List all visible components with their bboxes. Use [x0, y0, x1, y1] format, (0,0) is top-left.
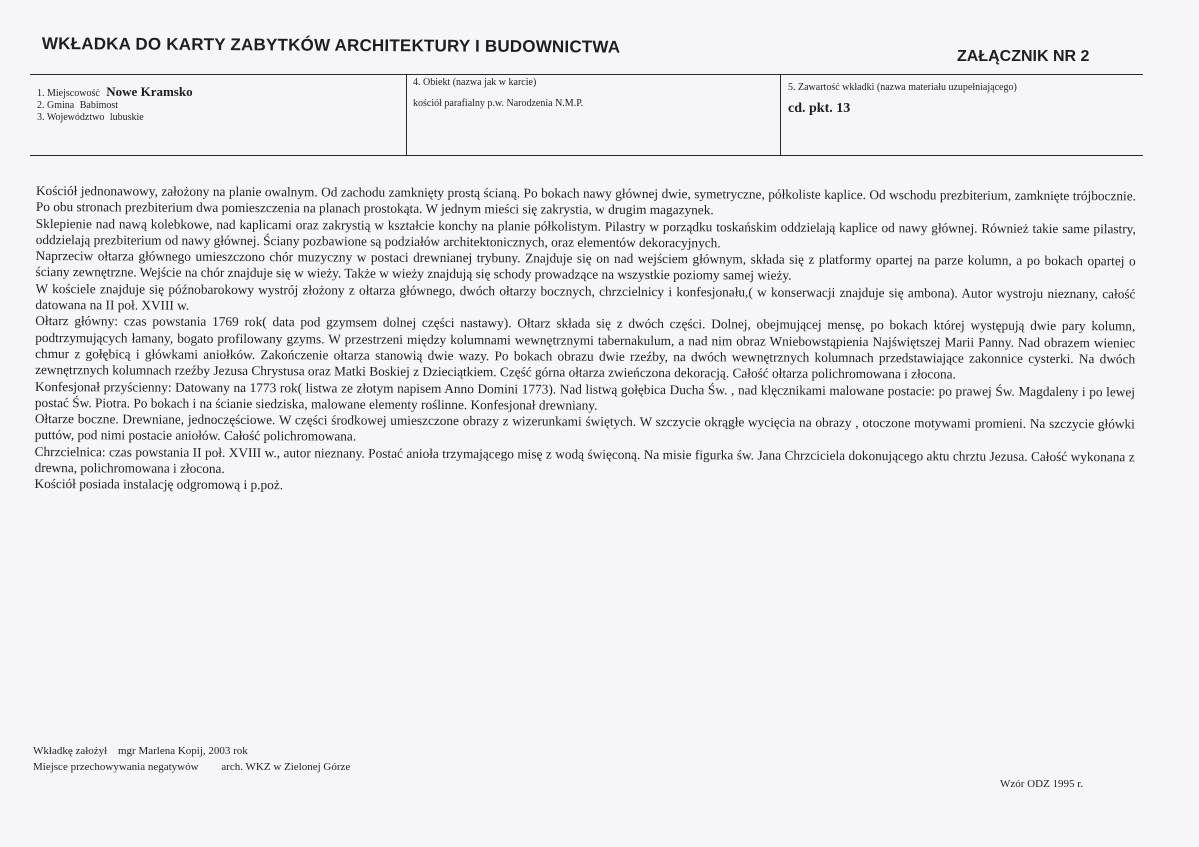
- created-label: Wkładkę założył: [33, 745, 108, 757]
- insert-cell: [788, 82, 1138, 115]
- commune-label: 2. Gmina: [37, 100, 75, 111]
- paragraph: Chrzcielnica: czas powstania II poł. XVIII w., autor nieznany. Postać anioła trzymającego misę z wodą święconą. Na misie figurka św. Jana Chrzciciela dokonującego aktu chrztu Jezusa. Całość wykonana z drewna, polichromowana i złocona.: [34, 443, 1135, 476]
- negatives-storage: [33, 760, 350, 774]
- paragraph: Ołtarze boczne. Drewniane, jednoczęściowe. W części środkowej umieszczone obrazy z wizerunkami świętych. W szczycie okrągłe wycięcia na obrazy , otoczone motywami promieni. Na szczycie główki puttów, pod nimi postacie aniołów. Całość polichromowana.: [34, 411, 1135, 445]
- paragraph: W kościele znajduje się późnobarokowy wystrój złożony z ołtarza głównego, dwóch ołtarzy bocznych, chrzcielnicy i konfesjonału,( w konserwacji znajduje się ambona). Autor wystroju nieznany, całość datowana na II poł. XVIII w.: [35, 280, 1136, 313]
- table-divider-1: [406, 74, 407, 155]
- province-label: 3. Województwo: [37, 112, 105, 123]
- town-value: Nowe Kramsko: [106, 84, 193, 99]
- paragraph: Kościół posiada instalację odgromową i p.poż.: [34, 476, 284, 493]
- object-cell: [413, 77, 773, 110]
- province-value: lubuskie: [109, 112, 144, 123]
- paragraph: Konfesjonał przyścienny: Datowany na 1773 rok( listwa ze złotym napisem Anno Domini 1773). Nad listwą gołębica Ducha Św. , nad klęcznikami malowane postacie: po prawej Św. Magdaleny i po lewej postać Św. Piotra. Po bokach i na ścianie siedziska, malowane elementy roślinne. Konfesjonał drewniany.: [34, 378, 1136, 413]
- table-top-border: [30, 74, 1143, 75]
- table-divider-2: [780, 74, 781, 155]
- form-model: Wzór ODZ 1995 r.: [1000, 778, 1084, 790]
- paragraph: Kościół jednonawowy, założony na planie owalnym. Od zachodu zamknięty prostą ścianą. Po bokach nawy głównej dwie, symetryczne, półkoliste kaplice. Od wschodu prezbiterium, zamknięte trójbocznie. Po obu stronach prezbiterium dwa pomieszczenia na planach prostokąta. W jednym mieści się zakrystia, w drugim magazynek.: [35, 183, 1136, 218]
- paragraph: Sklepienie nad nawą kolebkowe, nad kaplicami oraz zakrystią w kształcie konchy na planie półkolistym. Pilastry w porządku toskańskim oddzielają kaplice od nawy głównej. Również takie same pilastry, oddzielają prezbiterium od nawy głównej. Ściany pozbawione są podziałów architektonicznych, oraz elementów dekoracyjnych.: [35, 215, 1136, 251]
- town-label: 1. Miejscowość: [37, 88, 100, 99]
- object-value: kościół parafialny p.w. Narodzenia N.M.P.: [413, 98, 584, 109]
- table-bottom-border: [30, 155, 1143, 156]
- created-by: [33, 744, 248, 758]
- commune-row: [37, 100, 397, 112]
- object-label: 4. Obiekt (nazwa jak w karcie): [413, 77, 537, 88]
- location-cell: [37, 86, 397, 124]
- created-value: mgr Marlena Kopij, 2003 rok: [117, 745, 248, 757]
- description-text: [34, 183, 1136, 498]
- storage-value: arch. WKZ w Zielonej Górze: [221, 761, 351, 773]
- province-row: [37, 112, 397, 124]
- paragraph: Naprzeciw ołtarza głównego umieszczono chór muzyczny w postaci drewnianej trybuny. Znajduje się on nad wejściem głównym, składa się z platformy opartej na parze kolumn, a po bokach opartej o ściany zewnętrzne. Wejście na chór znajduje się w wieży. Także w wieży znajdują się schody prowadzące na wszystkie poziomy samej wieży.: [35, 248, 1136, 284]
- paragraph: Ołtarz główny: czas powstania 1769 rok( data pod gzymsem dolnej części nastawy). Ołtarz składa się z dwóch części. Dolnej, obejmującej mensę, po bokach której występują dwie pary kolumn, podtrzymujących łamany, bogato profilowany gzyms. W przestrzeni między kolumnami wewnętrznymi tabernakulum, a nad nim obraz Wniebowstąpienia Najświętszej Marii Panny. Nad obrazem wieniec chmur z gołębicą i główkami aniołków. Zakończenie ołtarza stanowią dwie wazy. Po bokach obrazu dwie rzeźby, na dwóch wewnętrznych kolumnach przedstawiające zakonnice cysterki. Na dwóch zewnętrznych kolumnach rzeźby Jezusa Chrystusa oraz Matki Boskiej z Dzieciątkiem. Część górna ołtarza zwieńczona dekoracją. Całość ołtarza polichromowana i złocona.: [35, 313, 1136, 382]
- annex-number: ZAŁĄCZNIK NR 2: [957, 48, 1090, 65]
- town-row: [37, 86, 397, 100]
- insert-value: cd. pkt. 13: [788, 101, 851, 116]
- commune-value: Babimost: [79, 100, 119, 111]
- document-title: WKŁADKA DO KARTY ZABYTKÓW ARCHITEKTURY I BUDOWNICTWA: [41, 34, 621, 57]
- storage-label: Miejsce przechowywania negatywów: [33, 761, 199, 773]
- insert-label: 5. Zawartość wkładki (nazwa materiału uzupełniającego): [788, 82, 1017, 93]
